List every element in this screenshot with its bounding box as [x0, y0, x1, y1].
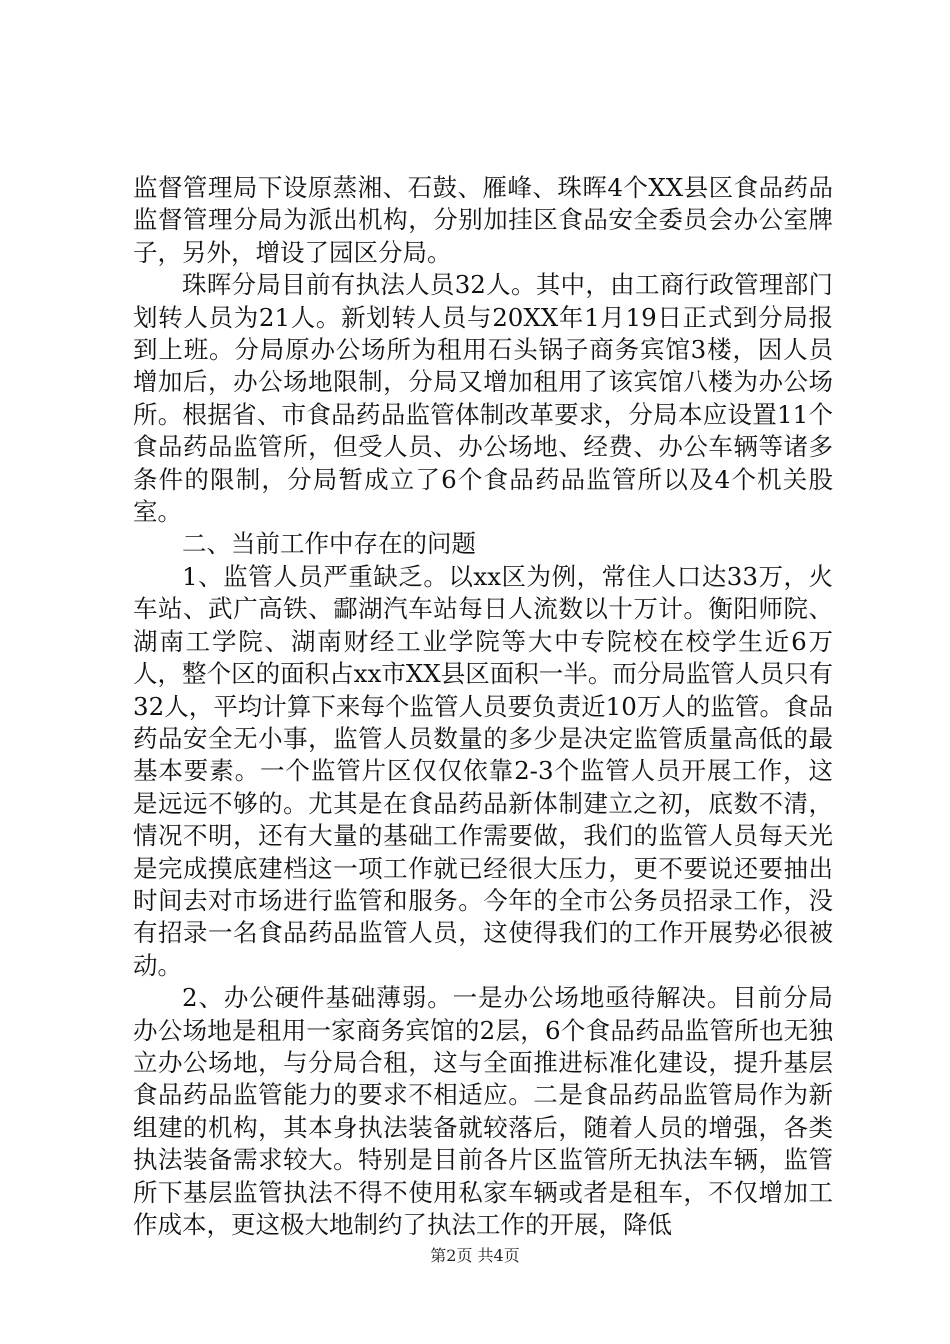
document-body: [133, 172, 833, 1241]
paragraph-1: 监督管理局下设原蒸湘、石鼓、雁峰、珠晖4个XX县区食品药品监督管理分局为派出机构，分别加挂区食品安全委员会办公室牌子，另外，增设了园区分局。: [133, 173, 833, 267]
page-footer: 第2页 共4页: [430, 1246, 520, 1265]
section-heading: 二、当前工作中存在的问题: [182, 529, 476, 559]
paragraph-2: 珠晖分局目前有执法人员32人。其中，由工商行政管理部门划转人员为21人。新划转人员与20XX年1月19日正式到分局报到上班。分局原办公场所为租用石头锅子商务宾馆3楼，因人员增加后，办公场地限制，分局又增加租用了该宾馆八楼为办公场所。根据省、市食品药品监管体制改革要求，分局本应设置11个食品药品监管所，但受人员、办公场地、经费、办公车辆等诸多条件的限制，分局暂成立了6个食品药品监管所以及4个机关股室。: [133, 270, 833, 527]
paragraph-3: 1、监管人员严重缺乏。以xx区为例，常住人口达33万，火车站、武广高铁、酃湖汽车站每日人流数以十万计。衡阳师院、湖南工学院、湖南财经工业学院等大中专院校在校学生近6万人，整个区的面积占xx市XX县区面积一半。而分局监管人员只有32人，平均计算下来每个监管人员要负责近10万人的监管。食品药品安全无小事，监管人员数量的多少是决定监管质量高低的最基本要素。一个监管片区仅仅依靠2-3个监管人员开展工作，这是远远不够的。尤其是在食品药品新体制建立之初，底数不清，情况不明，还有大量的基础工作需要做，我们的监管人员每天光是完成摸底建档这一项工作就已经很大压力，更不要说还要抽出时间去对市场进行监管和服务。今年的全市公务员招录工作，没有招录一名食品药品监管人员，这使得我们的工作开展势必很被动。: [133, 561, 833, 980]
paragraph-4: 2、办公硬件基础薄弱。一是办公场地亟待解决。目前分局办公场地是租用一家商务宾馆的2层，6个食品药品监管所也无独立办公场地，与分局合租，这与全面推进标准化建设，提升基层食品药品监管能力的要求不相适应。二是食品药品监管局作为新组建的机构，其本身执法装备就较落后，随着人员的增强，各类执法装备需求较大。特别是目前各片区监管所无执法车辆，监管所下基层监管执法不得不使用私家车辆或者是租车，不仅增加工作成本，更这极大地制约了执法工作的开展，降低: [133, 983, 833, 1239]
